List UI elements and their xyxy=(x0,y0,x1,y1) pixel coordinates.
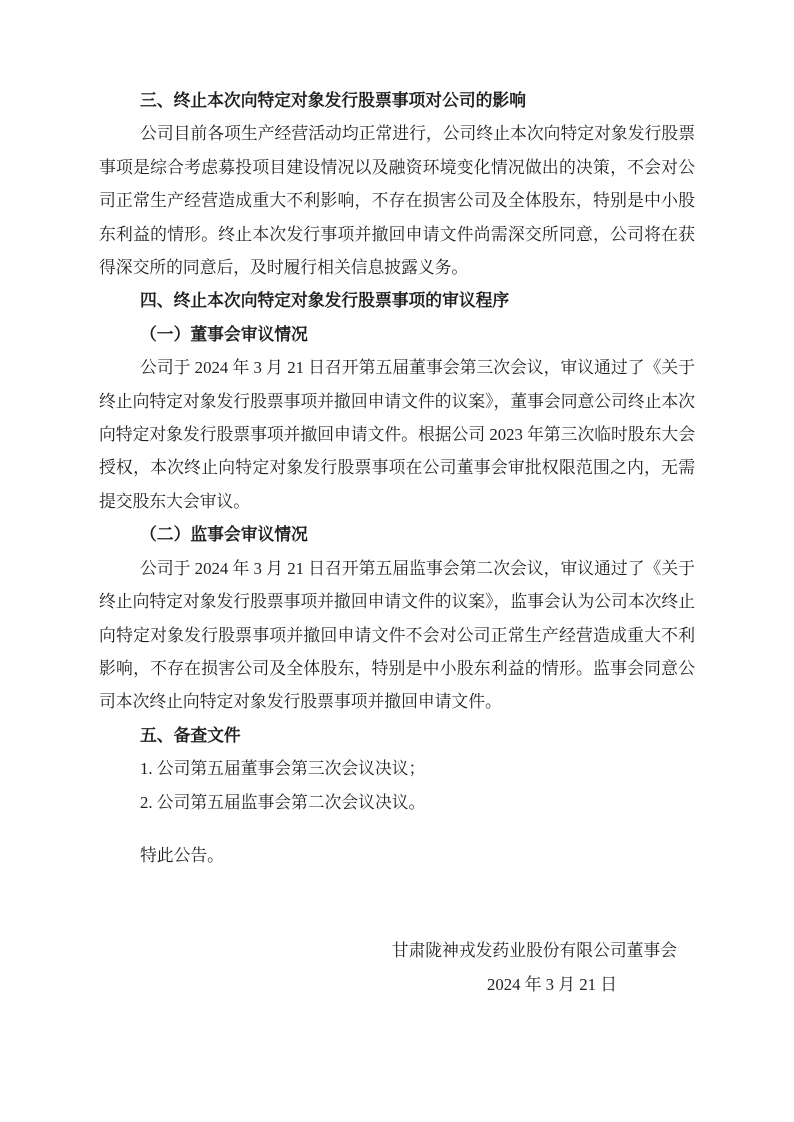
section-heading-reference-documents: 五、备查文件 xyxy=(140,725,241,745)
section-heading-impact: 三、终止本次向特定对象发行股票事项对公司的影响 xyxy=(140,91,526,110)
signature-company: 甘肃陇神戎发药业股份有限公司董事会 xyxy=(391,941,677,961)
closing-statement: 特此公告。 xyxy=(140,845,224,865)
list-item-supervisory-resolution: 2. 公司第五届监事会第二次会议决议。 xyxy=(140,792,426,812)
signature-date: 2024 年 3 月 21 日 xyxy=(486,974,617,994)
paragraph-supervisory-review: 公司于 2024 年 3 月 21 日召开第五届监事会第二次会议，审议通过了《关于终止向特定对象发行股票事项并撤回申请文件的议案》，监事会认为公司本次终止向特定对象发行股票事项并撤回申请文件不会对公司正常生产经营造成重大不利影响，不存在损害公司及全体股东，特别是中小股东利益的情形。监事会同意公司本次终止向特定对象发行股票事项并撤回申请文件。 xyxy=(99,558,695,712)
subsection-heading-board-review: （一）董事会审议情况 xyxy=(140,324,308,344)
subsection-heading-supervisory-review: （二）监事会审议情况 xyxy=(140,525,308,545)
signature-block xyxy=(99,934,695,1001)
section-heading-review-procedure: 四、终止本次向特定对象发行股票事项的审议程序 xyxy=(140,291,510,311)
paragraph-impact: 公司目前各项生产经营活动均正常进行，公司终止本次向特定对象发行股票事项是综合考虑募投项目建设情况以及融资环境变化情况做出的决策，不会对公司正常生产经营造成重大不利影响，不存在损害公司及全体股东，特别是中小股东利益的情形。终止本次发行事项并撤回申请文件尚需深交所同意，公司将在获得深交所的同意后，及时履行相关信息披露义务。 xyxy=(99,124,695,278)
paragraph-board-review: 公司于 2024 年 3 月 21 日召开第五届董事会第三次会议，审议通过了《关于终止向特定对象发行股票事项并撤回申请文件的议案》，董事会同意公司终止本次向特定对象发行股票事项并撤回申请文件。根据公司 2023 年第三次临时股东大会授权，本次终止向特定对象发行股票事项在公司董事会审批权限范围之内，无需提交股东大会审议。 xyxy=(99,358,695,511)
list-item-board-resolution: 1. 公司第五届董事会第三次会议决议； xyxy=(140,759,426,779)
